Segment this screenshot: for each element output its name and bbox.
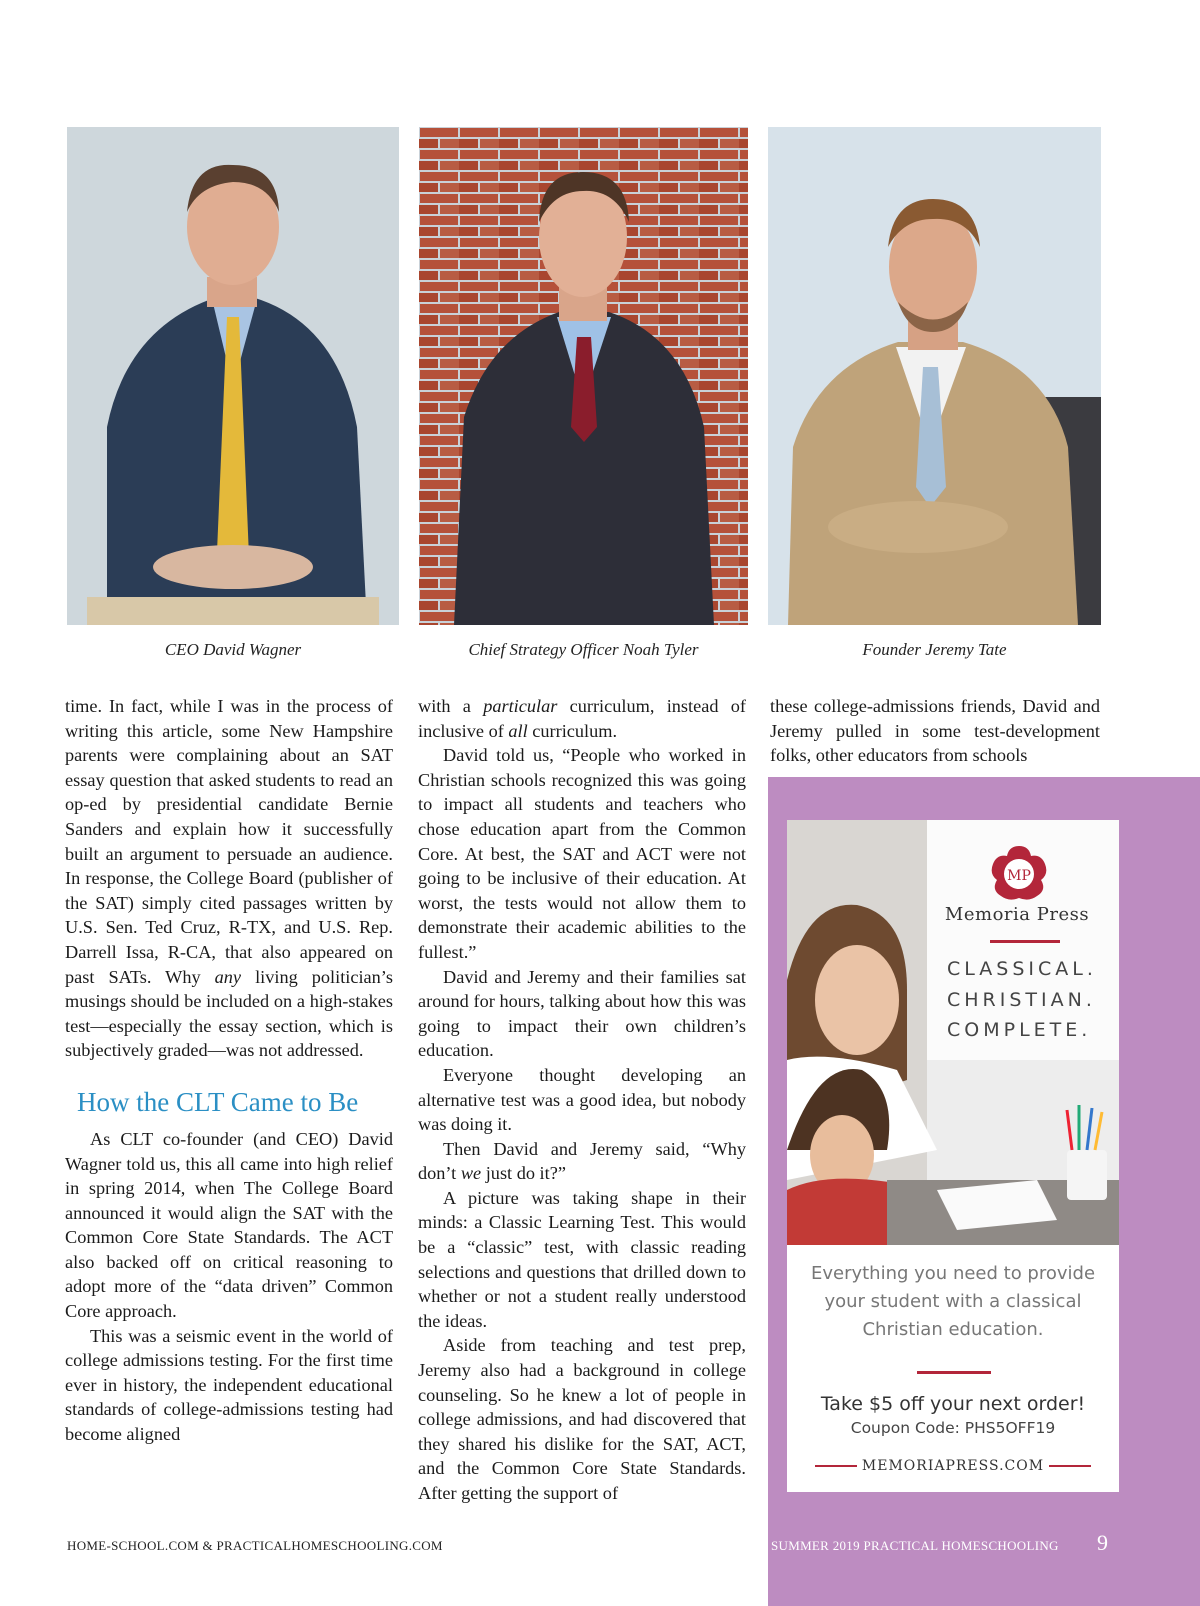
paragraph: This was a seismic event in the world of college admissions testing. For the first time ever in history, the independent educational standards of college-admissions testing had become aligned (65, 1325, 393, 1445)
ad-body-text: Everything you need to provide your student with a classical Christian education. (810, 1263, 1096, 1340)
paragraph: time. In fact, while I was in the process of writing this article, some New Hampshire parents were complaining about an SAT essay question that asked students to read an op-ed by presidential candidate Bernie Sanders and explain how it successfully built an argument to persuade an audience. In response, the College Board (publisher of the SAT) simply cited passages written by U.S. Sen. Ted Cruz, R-TX, and U.S. Rep. Darrell Issa, R-CA, that also appeared on past SATs. Why any living politician’s musings should be included on a high-stakes test—especially the essay section, which is subjectively graded—was not addressed. (65, 696, 393, 1061)
paragraph: with a particular curriculum, instead of inclusive of all curriculum. (418, 696, 746, 741)
ad-offer: Take $5 off your next order! (820, 1393, 1086, 1415)
paragraph: Then David and Jeremy said, “Why don’t we just do it?” (418, 1138, 746, 1184)
article-column-1 (65, 694, 393, 1447)
page-number: 9 (1097, 1530, 1108, 1555)
paragraph: A picture was taking shape in their minds: a Classic Learning Test. This would be a “classic” test, with classic reading selections and questions that drilled down to whether or not a student really understood the ideas. (418, 1187, 746, 1331)
paragraph: Everyone thought developing an alternative test was a good idea, but nobody was doing it. (418, 1064, 746, 1135)
photo-caption-cso: Chief Strategy Officer Noah Tyler (468, 640, 699, 659)
ad-divider (990, 940, 1060, 943)
svg-text:MP: MP (1007, 868, 1031, 884)
photo-caption-founder: Founder Jeremy Tate (862, 640, 1007, 659)
ad-website-link[interactable]: MEMORIAPRESS.COM (787, 1458, 1119, 1474)
ad-tagline-line: CLASSICAL. (947, 958, 1097, 980)
photo-noah-tyler (419, 127, 748, 625)
article-column-3 (770, 694, 1100, 768)
memoria-press-ad[interactable] (787, 820, 1119, 1492)
photo-jeremy-tate (768, 127, 1101, 625)
ad-brand-name: Memoria Press (944, 904, 1090, 925)
paragraph: Aside from teaching and test prep, Jeremy also had a background in college counseling. So he knew a lot of people in college admissions, and had discovered that they shared his dislike for the SAT, ACT, and the Common Core State Standards. After getting the support of (418, 1335, 746, 1503)
memoria-press-logo-icon (989, 844, 1049, 904)
ad-coupon-code: Coupon Code: PHS5OFF19 (850, 1419, 1056, 1437)
article-column-2 (418, 694, 746, 1506)
section-heading: How the CLT Came to Be (77, 1086, 359, 1117)
photo-david-wagner (67, 127, 399, 625)
paragraph: David and Jeremy and their families sat around for hours, talking about how this was going to impact their own children’s education. (418, 966, 746, 1061)
footer-issue: SUMMER 2019 PRACTICAL HOMESCHOOLING (771, 1538, 1059, 1553)
ad-tagline-line: CHRISTIAN. (947, 989, 1096, 1011)
paragraph: David told us, “People who worked in Christian schools recognized this was going to impact all students and teachers who chose education apart from the Common Core. At best, the SAT and ACT were not going to be inclusive of their education. At worst, the tests would not allow them to demonstrate their academic abilities to the fullest.” (418, 745, 746, 962)
photo-caption-ceo: CEO David Wagner (164, 640, 302, 659)
ad-tagline-line: COMPLETE. (947, 1019, 1092, 1041)
ad-divider (917, 1371, 991, 1374)
footer-websites: HOME-SCHOOL.COM & PRACTICALHOMESCHOOLING.COM (67, 1538, 443, 1553)
paragraph: As CLT co-founder (and CEO) David Wagner told us, this all came into high relief in spring 2014, when The College Board announced it would align the SAT with the Common Core State Standards. The ACT also backed off on critical reasoning to adopt more of the “data driven” Common Core approach. (65, 1128, 393, 1322)
paragraph: these college-admissions friends, David and Jeremy pulled in some test-development folks, other educators from schools (770, 696, 1100, 766)
